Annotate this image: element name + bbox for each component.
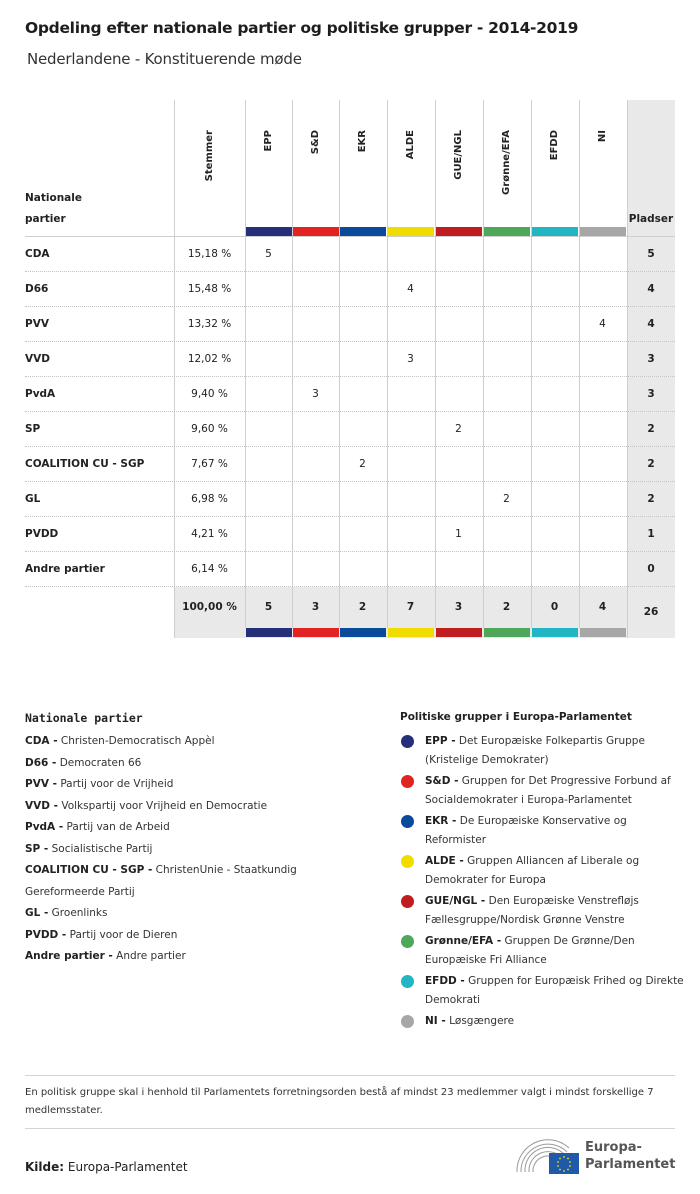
group-color-bar [532, 227, 578, 236]
group-color-bar [388, 227, 434, 236]
group-color-dot-icon [401, 975, 414, 988]
political-groups-legend [400, 711, 690, 1033]
group-color-bar [340, 628, 386, 637]
votes-column-header: Stemmer [204, 130, 215, 182]
legend-description: ChristenUnie - Staatkundig Gereformeerde Partij [25, 864, 297, 898]
legend-description: Partij van de Arbeid [66, 821, 170, 833]
party-name: PvdA [25, 388, 56, 400]
seat-count: 5 [265, 248, 272, 260]
group-column-header: NI [597, 130, 608, 143]
group-total-seats: 5 [264, 601, 273, 613]
political-groups-legend-title: Politiske grupper i Europa-Parlamentet [400, 711, 632, 723]
legend-description: Groenlinks [51, 907, 108, 919]
political-group-legend-item [400, 772, 690, 810]
legend-abbr: D66 - [25, 756, 57, 769]
logo-text-line2: Parlamentet [585, 1157, 676, 1172]
group-total-seats: 4 [598, 601, 607, 613]
group-color-bar [293, 227, 339, 236]
page-title: Opdeling efter nationale partier og politiske grupper - 2014-2019 [25, 19, 579, 37]
party-name: PVDD [25, 528, 59, 540]
group-color-bar [246, 227, 292, 236]
table-row [25, 552, 675, 587]
group-color-bar [532, 628, 578, 637]
row-total-seats: 3 [647, 388, 655, 400]
vote-share: 7,67 % [191, 458, 228, 470]
group-color-dot-icon [401, 735, 414, 748]
party-name: COALITION CU - SGP [25, 458, 145, 470]
group-total-seats: 2 [502, 601, 511, 613]
legend-abbr: EPP - [425, 735, 456, 747]
national-party-legend-item [25, 731, 365, 753]
source-label: Kilde: [25, 1160, 65, 1174]
group-column-header: EPP [263, 130, 274, 152]
party-name: D66 [25, 283, 49, 295]
party-name: VVD [25, 353, 50, 365]
party-name: Andre partier [25, 563, 105, 575]
national-party-legend-item [25, 903, 365, 925]
national-party-legend-item [25, 796, 365, 818]
seat-count: 4 [599, 318, 606, 330]
vote-share: 15,48 % [187, 283, 232, 295]
political-group-legend-item [400, 1012, 690, 1031]
table-row [25, 482, 675, 517]
vote-share: 9,40 % [191, 388, 228, 400]
national-party-legend-item [25, 753, 365, 775]
footer-divider-top [25, 1075, 675, 1076]
party-column-header: Nationale partier [25, 192, 82, 225]
group-column-header: EFDD [549, 130, 560, 161]
vote-share: 9,60 % [191, 423, 228, 435]
vote-share: 12,02 % [187, 353, 232, 365]
national-parties-legend-title: Nationale partier [25, 711, 143, 725]
row-total-seats: 4 [647, 283, 655, 295]
seat-count: 1 [455, 528, 462, 540]
legend-description: Gruppen De Grønne/Den Europæiske Fri Alliance [425, 935, 635, 966]
group-color-bar [580, 628, 626, 637]
legend-abbr: GUE/NGL - [425, 895, 486, 907]
seats-table [25, 100, 675, 638]
group-color-dot-icon [401, 775, 414, 788]
group-column-header: Grønne/EFA [501, 130, 512, 195]
total-vote-share: 100,00 % [182, 601, 237, 613]
group-color-bar [484, 628, 530, 637]
table-row [25, 447, 675, 482]
group-color-bar [293, 628, 339, 637]
table-row [25, 412, 675, 447]
party-name: PVV [25, 318, 49, 330]
legend-description: Socialistische Partij [51, 842, 153, 855]
legend-description: Andre partier [116, 950, 186, 962]
europarl-logo [515, 1136, 680, 1176]
party-name: CDA [25, 248, 50, 260]
group-color-bar [484, 227, 530, 236]
row-total-seats: 1 [647, 528, 655, 540]
row-total-seats: 2 [647, 423, 655, 435]
footer-divider-bottom [25, 1128, 675, 1129]
legend-abbr: Grønne/EFA - [425, 935, 502, 947]
legend-abbr: Andre partier - [25, 950, 113, 962]
row-total-seats: 4 [647, 318, 655, 330]
legend-abbr: PvdA - [25, 821, 64, 833]
legend-description: Democraten 66 [59, 756, 142, 769]
vote-share: 6,14 % [191, 563, 228, 575]
legend-abbr: PVDD - [25, 928, 67, 941]
hemicycle-icon [515, 1136, 581, 1176]
row-total-seats: 2 [647, 493, 655, 505]
legend-abbr: S&D - [425, 775, 459, 787]
table-row [25, 342, 675, 377]
political-group-legend-item [400, 932, 690, 970]
group-color-bar [436, 227, 482, 236]
party-name: SP [25, 423, 41, 435]
group-color-bar [340, 227, 386, 236]
row-total-seats: 3 [647, 353, 655, 365]
seat-count: 3 [312, 388, 319, 400]
group-column-header: S&D [310, 130, 321, 155]
group-column-header: ALDE [405, 130, 416, 160]
legend-abbr: NI - [425, 1015, 446, 1027]
group-total-seats: 7 [406, 601, 415, 613]
political-group-legend-item [400, 732, 690, 770]
national-party-legend-item [25, 774, 365, 796]
logo-text [585, 1139, 675, 1173]
row-total-seats: 2 [647, 458, 655, 470]
political-group-legend-item [400, 972, 690, 1010]
legend-description: Gruppen Alliancen af Liberale og Demokrater for Europa [425, 855, 640, 886]
legend-abbr: GL - [25, 907, 49, 919]
row-total-seats: 5 [647, 248, 655, 260]
grand-total-seats: 26 [643, 606, 659, 618]
group-total-seats: 2 [358, 601, 367, 613]
vote-share: 13,32 % [187, 318, 232, 330]
group-total-seats: 3 [311, 601, 320, 613]
source-line [25, 1160, 188, 1174]
seat-count: 2 [503, 493, 510, 505]
seats-column-header: Pladser [628, 213, 674, 225]
legend-description: Den Europæiske Venstrefløjs Fællesgruppe/Nordisk Grønne Venstre [425, 895, 639, 926]
group-column-header: EKR [357, 130, 368, 153]
group-color-bar [436, 628, 482, 637]
row-total-seats: 0 [647, 563, 655, 575]
legend-abbr: VVD - [25, 799, 58, 812]
group-color-dot-icon [401, 815, 414, 828]
legend-abbr: EKR - [425, 815, 457, 827]
vote-share: 15,18 % [187, 248, 232, 260]
legend-description: Gruppen for Det Progressive Forbund af Socialdemokrater i Europa-Parlamentet [425, 775, 671, 806]
national-party-legend-item [25, 817, 365, 839]
group-color-bar [246, 628, 292, 637]
legend-description: Partij voor de Dieren [69, 928, 178, 941]
legend-description: Gruppen for Europæisk Frihed og Direkte Demokrati [425, 975, 684, 1006]
logo-text-line1: Europa- [585, 1140, 642, 1155]
seat-count: 2 [359, 458, 366, 470]
legend-abbr: EFDD - [425, 975, 465, 987]
national-parties-legend [25, 711, 365, 968]
legend-abbr: ALDE - [425, 855, 464, 867]
group-color-dot-icon [401, 935, 414, 948]
national-party-legend-item [25, 839, 365, 861]
table-row [25, 272, 675, 307]
source-value: Europa-Parlamentet [67, 1160, 188, 1174]
legend-description: Christen-Democratisch Appèl [60, 735, 215, 747]
political-group-legend-item [400, 812, 690, 850]
legend-description: Det Europæiske Folkepartis Gruppe (Kristelige Demokrater) [425, 735, 645, 766]
national-party-legend-item [25, 860, 365, 903]
national-party-legend-item [25, 925, 365, 947]
footnote: En politisk gruppe skal i henhold til Parlamentets forretningsorden bestå af mindst 23 medlemmer valgt i mindst forskellige 7 medlemsstater. [25, 1087, 654, 1116]
legend-abbr: CDA - [25, 735, 58, 747]
political-group-legend-item [400, 892, 690, 930]
group-total-seats: 3 [454, 601, 463, 613]
group-color-bar [580, 227, 626, 236]
table-row [25, 377, 675, 412]
group-color-bar [388, 628, 434, 637]
group-column-header: GUE/NGL [453, 130, 464, 180]
page-subtitle: Nederlandene - Konstituerende møde [27, 50, 302, 68]
legend-abbr: PVV - [25, 778, 57, 790]
group-total-seats: 0 [550, 601, 559, 613]
legend-description: De Europæiske Konservative og Reformister [425, 815, 627, 846]
vote-share: 6,98 % [191, 493, 228, 505]
vote-share: 4,21 % [191, 528, 228, 540]
seat-count: 3 [407, 353, 414, 365]
national-party-legend-item [25, 946, 365, 968]
table-row [25, 517, 675, 552]
seat-count: 2 [455, 423, 462, 435]
seat-count: 4 [407, 283, 414, 295]
legend-description: Volkspartij voor Vrijheid en Democratie [61, 799, 268, 812]
legend-description: Løsgængere [449, 1015, 515, 1027]
group-color-dot-icon [401, 1015, 414, 1028]
party-name: GL [25, 493, 41, 505]
group-color-dot-icon [401, 855, 414, 868]
legend-abbr: SP - [25, 842, 49, 855]
political-group-legend-item [400, 852, 690, 890]
legend-description: Partij voor de Vrijheid [60, 778, 174, 790]
table-row [25, 307, 675, 342]
group-color-dot-icon [401, 895, 414, 908]
legend-abbr: COALITION CU - SGP - [25, 864, 153, 876]
table-row [25, 237, 675, 272]
